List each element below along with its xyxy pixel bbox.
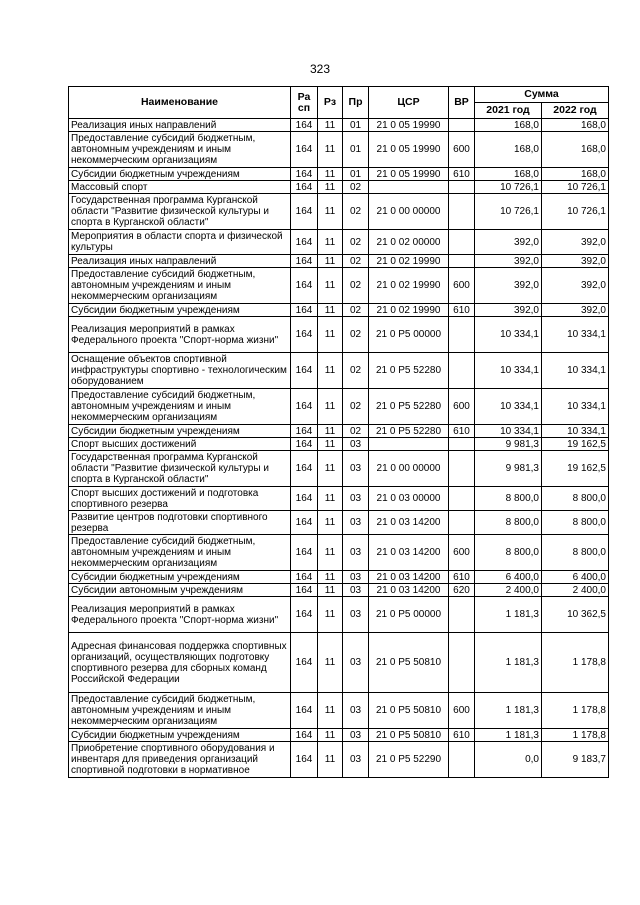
row-name: Субсидии бюджетным учреждениям <box>69 425 291 438</box>
row-name: Реализация мероприятий в рамках Федерального проекта "Спорт-норма жизни" <box>69 317 291 353</box>
row-rz: 11 <box>318 168 343 181</box>
row-csr: 21 0 P5 52280 <box>369 425 449 438</box>
row-name: Субсидии бюджетным учреждениям <box>69 304 291 317</box>
row-pr: 03 <box>343 633 369 693</box>
row-csr <box>369 181 449 194</box>
row-name: Реализация иных направлений <box>69 255 291 268</box>
table-row <box>69 451 609 487</box>
table-row <box>69 194 609 230</box>
row-sum-2022: 1 178,8 <box>542 693 609 729</box>
row-sum-2021: 10 334,1 <box>475 317 542 353</box>
table-row <box>69 132 609 168</box>
row-sum-2022: 168,0 <box>542 132 609 168</box>
row-vr: 600 <box>449 535 475 571</box>
row-rz: 11 <box>318 535 343 571</box>
row-vr <box>449 230 475 255</box>
row-pr: 02 <box>343 425 369 438</box>
row-vr <box>449 511 475 535</box>
row-sum-2021: 9 981,3 <box>475 451 542 487</box>
row-rz: 11 <box>318 487 343 511</box>
row-sum-2021: 392,0 <box>475 230 542 255</box>
header-csr: ЦСР <box>369 87 449 119</box>
row-sum-2022: 10 334,1 <box>542 425 609 438</box>
row-rz: 11 <box>318 597 343 633</box>
row-name: Предоставление субсидий бюджетным, автономным учреждениям и иным некоммерческим организациям <box>69 268 291 304</box>
row-sum-2022: 392,0 <box>542 230 609 255</box>
row-ra: 164 <box>291 425 318 438</box>
row-sum-2021: 8 800,0 <box>475 487 542 511</box>
row-rz: 11 <box>318 425 343 438</box>
table-row <box>69 317 609 353</box>
header-vr: ВР <box>449 87 475 119</box>
table-body <box>69 119 609 778</box>
row-ra: 164 <box>291 181 318 194</box>
table-row <box>69 353 609 389</box>
row-pr: 02 <box>343 304 369 317</box>
row-vr: 600 <box>449 268 475 304</box>
row-ra: 164 <box>291 742 318 778</box>
row-vr <box>449 353 475 389</box>
row-sum-2021: 1 181,3 <box>475 633 542 693</box>
row-sum-2022: 392,0 <box>542 255 609 268</box>
row-ra: 164 <box>291 633 318 693</box>
row-vr: 600 <box>449 693 475 729</box>
row-vr: 610 <box>449 425 475 438</box>
table-row <box>69 389 609 425</box>
row-ra: 164 <box>291 584 318 597</box>
row-sum-2022: 1 178,8 <box>542 729 609 742</box>
row-sum-2021: 10 334,1 <box>475 389 542 425</box>
row-sum-2021: 2 400,0 <box>475 584 542 597</box>
table-header <box>69 87 609 119</box>
row-pr: 03 <box>343 451 369 487</box>
row-name: Предоставление субсидий бюджетным, автономным учреждениям и иным некоммерческим организациям <box>69 389 291 425</box>
row-csr: 21 0 03 14200 <box>369 535 449 571</box>
table-row <box>69 729 609 742</box>
row-pr: 02 <box>343 389 369 425</box>
row-sum-2021: 6 400,0 <box>475 571 542 584</box>
row-ra: 164 <box>291 451 318 487</box>
row-pr: 03 <box>343 511 369 535</box>
row-sum-2021: 392,0 <box>475 268 542 304</box>
row-rz: 11 <box>318 571 343 584</box>
row-csr: 21 0 03 00000 <box>369 487 449 511</box>
row-name: Государственная программа Курганской области "Развитие физической культуры и спорта в Курганской области" <box>69 451 291 487</box>
table-row <box>69 268 609 304</box>
row-sum-2021: 10 334,1 <box>475 353 542 389</box>
row-name: Предоставление субсидий бюджетным, автономным учреждениям и иным некоммерческим организациям <box>69 132 291 168</box>
row-ra: 164 <box>291 268 318 304</box>
row-sum-2022: 392,0 <box>542 268 609 304</box>
row-sum-2022: 6 400,0 <box>542 571 609 584</box>
table-row <box>69 119 609 132</box>
table-row <box>69 511 609 535</box>
row-sum-2022: 19 162,5 <box>542 438 609 451</box>
row-pr: 02 <box>343 268 369 304</box>
row-name: Субсидии бюджетным учреждениям <box>69 729 291 742</box>
row-name: Спорт высших достижений <box>69 438 291 451</box>
row-ra: 164 <box>291 571 318 584</box>
row-sum-2022: 10 726,1 <box>542 194 609 230</box>
row-csr: 21 0 03 14200 <box>369 511 449 535</box>
row-ra: 164 <box>291 168 318 181</box>
table-row <box>69 633 609 693</box>
table-row <box>69 230 609 255</box>
row-rz: 11 <box>318 389 343 425</box>
row-rz: 11 <box>318 132 343 168</box>
row-csr: 21 0 05 19990 <box>369 168 449 181</box>
row-sum-2021: 10 726,1 <box>475 194 542 230</box>
row-sum-2022: 1 178,8 <box>542 633 609 693</box>
row-ra: 164 <box>291 729 318 742</box>
row-rz: 11 <box>318 268 343 304</box>
row-vr <box>449 633 475 693</box>
row-name: Спорт высших достижений и подготовка спортивного резерва <box>69 487 291 511</box>
row-name: Приобретение спортивного оборудования и инвентаря для приведения организаций спортивной подготовки в нормативное <box>69 742 291 778</box>
row-csr: 21 0 00 00000 <box>369 451 449 487</box>
table-row <box>69 535 609 571</box>
row-ra: 164 <box>291 511 318 535</box>
row-vr: 610 <box>449 168 475 181</box>
row-ra: 164 <box>291 230 318 255</box>
table-row <box>69 425 609 438</box>
table-row <box>69 304 609 317</box>
row-rz: 11 <box>318 255 343 268</box>
row-rz: 11 <box>318 742 343 778</box>
row-rz: 11 <box>318 194 343 230</box>
row-ra: 164 <box>291 353 318 389</box>
row-rz: 11 <box>318 230 343 255</box>
header-ra: Ра сп <box>291 87 318 119</box>
row-ra: 164 <box>291 255 318 268</box>
row-vr <box>449 255 475 268</box>
row-name: Адресная финансовая поддержка спортивных организаций, осуществляющих подготовку спортивного резерва для сборных команд Российской Федерации <box>69 633 291 693</box>
row-name: Массовый спорт <box>69 181 291 194</box>
row-name: Реализация мероприятий в рамках Федерального проекта "Спорт-норма жизни" <box>69 597 291 633</box>
row-ra: 164 <box>291 597 318 633</box>
row-vr: 610 <box>449 571 475 584</box>
row-sum-2022: 10 334,1 <box>542 389 609 425</box>
row-csr: 21 0 02 19990 <box>369 304 449 317</box>
row-pr: 02 <box>343 255 369 268</box>
row-ra: 164 <box>291 132 318 168</box>
row-ra: 164 <box>291 389 318 425</box>
row-name: Предоставление субсидий бюджетным, автономным учреждениям и иным некоммерческим организациям <box>69 535 291 571</box>
row-rz: 11 <box>318 633 343 693</box>
table-row <box>69 584 609 597</box>
row-csr: 21 0 P5 52280 <box>369 389 449 425</box>
row-sum-2021: 9 981,3 <box>475 438 542 451</box>
row-pr: 03 <box>343 584 369 597</box>
row-name: Субсидии автономным учреждениям <box>69 584 291 597</box>
row-csr: 21 0 P5 50810 <box>369 633 449 693</box>
row-vr: 620 <box>449 584 475 597</box>
row-rz: 11 <box>318 438 343 451</box>
row-sum-2021: 1 181,3 <box>475 597 542 633</box>
row-vr: 600 <box>449 389 475 425</box>
row-rz: 11 <box>318 729 343 742</box>
row-pr: 02 <box>343 317 369 353</box>
table-row <box>69 487 609 511</box>
row-sum-2021: 8 800,0 <box>475 511 542 535</box>
row-sum-2021: 0,0 <box>475 742 542 778</box>
row-sum-2022: 10 726,1 <box>542 181 609 194</box>
row-sum-2021: 392,0 <box>475 304 542 317</box>
table-row <box>69 168 609 181</box>
row-pr: 03 <box>343 693 369 729</box>
row-csr: 21 0 05 19990 <box>369 132 449 168</box>
row-sum-2022: 10 334,1 <box>542 317 609 353</box>
row-csr: 21 0 03 14200 <box>369 584 449 597</box>
row-pr: 02 <box>343 230 369 255</box>
table-row <box>69 742 609 778</box>
row-vr <box>449 597 475 633</box>
row-name: Субсидии бюджетным учреждениям <box>69 571 291 584</box>
row-csr: 21 0 02 19990 <box>369 255 449 268</box>
header-2022: 2022 год <box>542 103 609 119</box>
row-sum-2021: 10 726,1 <box>475 181 542 194</box>
row-pr: 02 <box>343 181 369 194</box>
row-name: Предоставление субсидий бюджетным, автономным учреждениям и иным некоммерческим организациям <box>69 693 291 729</box>
row-sum-2021: 10 334,1 <box>475 425 542 438</box>
row-csr: 21 0 P5 52290 <box>369 742 449 778</box>
row-csr <box>369 438 449 451</box>
row-name: Оснащение объектов спортивной инфраструктуры спортивно - технологическим оборудованием <box>69 353 291 389</box>
row-csr: 21 0 03 14200 <box>369 571 449 584</box>
row-sum-2022: 10 362,5 <box>542 597 609 633</box>
row-ra: 164 <box>291 693 318 729</box>
table-row <box>69 597 609 633</box>
row-sum-2021: 1 181,3 <box>475 729 542 742</box>
row-vr <box>449 317 475 353</box>
row-sum-2022: 8 800,0 <box>542 511 609 535</box>
row-vr: 610 <box>449 729 475 742</box>
row-pr: 03 <box>343 742 369 778</box>
row-rz: 11 <box>318 181 343 194</box>
row-vr: 600 <box>449 132 475 168</box>
row-ra: 164 <box>291 194 318 230</box>
row-vr: 610 <box>449 304 475 317</box>
row-csr: 21 0 02 19990 <box>369 268 449 304</box>
row-sum-2021: 392,0 <box>475 255 542 268</box>
table-row <box>69 438 609 451</box>
row-csr: 21 0 P5 00000 <box>369 597 449 633</box>
row-pr: 03 <box>343 535 369 571</box>
row-rz: 11 <box>318 119 343 132</box>
table-row <box>69 693 609 729</box>
row-sum-2022: 8 800,0 <box>542 487 609 511</box>
row-vr <box>449 181 475 194</box>
table-row <box>69 181 609 194</box>
row-csr: 21 0 02 00000 <box>369 230 449 255</box>
row-ra: 164 <box>291 438 318 451</box>
row-ra: 164 <box>291 119 318 132</box>
page-number: 323 <box>309 62 331 76</box>
row-pr: 01 <box>343 132 369 168</box>
row-pr: 01 <box>343 168 369 181</box>
row-ra: 164 <box>291 535 318 571</box>
row-sum-2021: 168,0 <box>475 168 542 181</box>
row-sum-2022: 168,0 <box>542 119 609 132</box>
row-csr: 21 0 00 00000 <box>369 194 449 230</box>
row-rz: 11 <box>318 304 343 317</box>
row-sum-2021: 168,0 <box>475 119 542 132</box>
row-rz: 11 <box>318 451 343 487</box>
row-sum-2022: 10 334,1 <box>542 353 609 389</box>
row-rz: 11 <box>318 693 343 729</box>
row-name: Мероприятия в области спорта и физической культуры <box>69 230 291 255</box>
header-sum: Сумма <box>475 87 609 103</box>
table-row <box>69 255 609 268</box>
row-rz: 11 <box>318 353 343 389</box>
row-pr: 01 <box>343 119 369 132</box>
row-ra: 164 <box>291 304 318 317</box>
row-sum-2021: 168,0 <box>475 132 542 168</box>
row-sum-2022: 2 400,0 <box>542 584 609 597</box>
row-vr <box>449 438 475 451</box>
row-pr: 03 <box>343 729 369 742</box>
row-pr: 02 <box>343 194 369 230</box>
row-pr: 03 <box>343 571 369 584</box>
row-ra: 164 <box>291 487 318 511</box>
row-sum-2022: 9 183,7 <box>542 742 609 778</box>
table-row <box>69 571 609 584</box>
row-sum-2022: 392,0 <box>542 304 609 317</box>
row-pr: 02 <box>343 353 369 389</box>
row-sum-2022: 19 162,5 <box>542 451 609 487</box>
row-sum-2022: 8 800,0 <box>542 535 609 571</box>
row-ra: 164 <box>291 317 318 353</box>
row-csr: 21 0 05 19990 <box>369 119 449 132</box>
row-csr: 21 0 P5 50810 <box>369 729 449 742</box>
row-name: Развитие центров подготовки спортивного резерва <box>69 511 291 535</box>
row-pr: 03 <box>343 597 369 633</box>
row-vr <box>449 451 475 487</box>
row-name: Субсидии бюджетным учреждениям <box>69 168 291 181</box>
row-vr <box>449 487 475 511</box>
row-sum-2022: 168,0 <box>542 168 609 181</box>
budget-table <box>68 86 609 778</box>
row-vr <box>449 194 475 230</box>
row-pr: 03 <box>343 438 369 451</box>
row-rz: 11 <box>318 584 343 597</box>
row-csr: 21 0 P5 50810 <box>369 693 449 729</box>
row-rz: 11 <box>318 317 343 353</box>
row-vr <box>449 119 475 132</box>
header-rz: Рз <box>318 87 343 119</box>
header-pr: Пр <box>343 87 369 119</box>
row-name: Государственная программа Курганской области "Развитие физической культуры и спорта в Курганской области" <box>69 194 291 230</box>
header-name: Наименование <box>69 87 291 119</box>
row-csr: 21 0 P5 00000 <box>369 317 449 353</box>
row-sum-2021: 1 181,3 <box>475 693 542 729</box>
row-vr <box>449 742 475 778</box>
header-2021: 2021 год <box>475 103 542 119</box>
row-csr: 21 0 P5 52280 <box>369 353 449 389</box>
row-pr: 03 <box>343 487 369 511</box>
row-rz: 11 <box>318 511 343 535</box>
row-name: Реализация иных направлений <box>69 119 291 132</box>
row-sum-2021: 8 800,0 <box>475 535 542 571</box>
